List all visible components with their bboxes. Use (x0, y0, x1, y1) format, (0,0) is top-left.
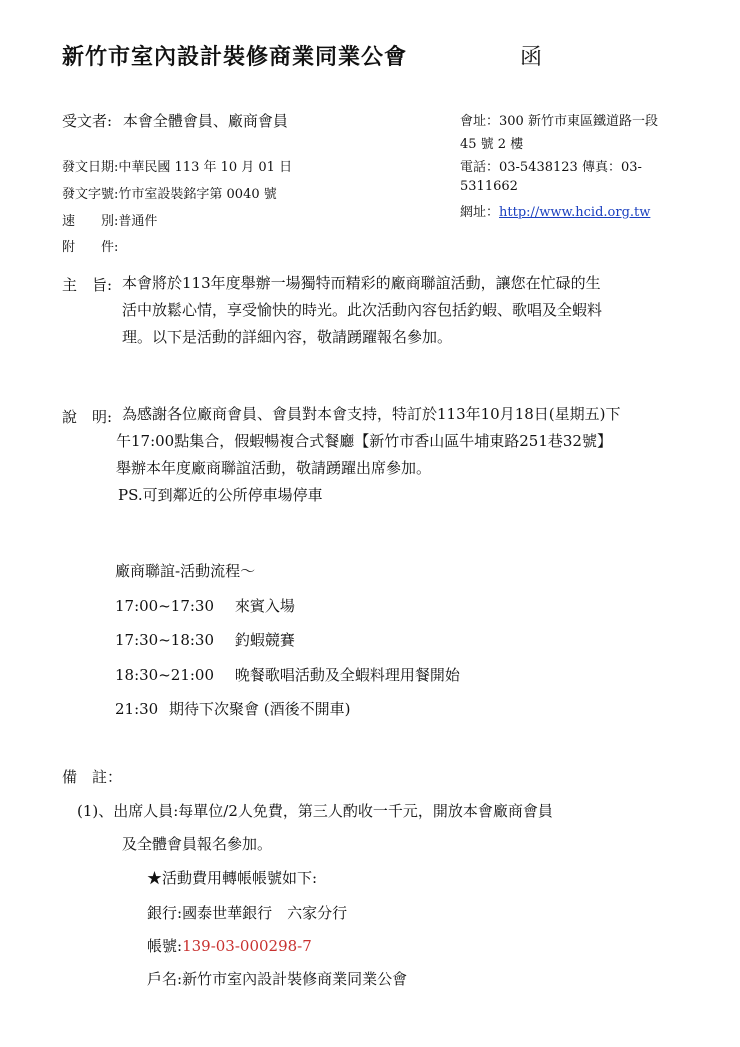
schedule-desc: 晚餐歌唱活動及全蝦料理用餐開始 (234, 666, 460, 684)
phone-line-2: 5311662 (460, 179, 518, 194)
speed-row (62, 210, 157, 229)
subject-line: 理。以下是活動的詳細內容，敬請踴躍報名參加。 (122, 328, 453, 346)
recipient-value: 本會全體會員、廠商會員 (122, 112, 288, 130)
account-label: 帳號: (147, 937, 183, 955)
address-line-2: 45 號 2 樓 (460, 137, 524, 152)
bank-value: 國泰世華銀行 六家分行 (182, 904, 348, 922)
speed-value: 普通件 (118, 214, 158, 229)
recipient-label: 受文者: (62, 112, 113, 130)
website-label: 網址： (460, 205, 500, 220)
holder-row (147, 968, 407, 989)
schedule-item (115, 595, 295, 616)
transfer-heading: ★活動費用轉帳帳號如下: (147, 869, 318, 887)
date-value: 中華民國 113 年 10 月 01 日 (118, 160, 293, 175)
schedule-time: 21:30 (115, 700, 159, 718)
account-row (147, 935, 312, 956)
subject-line: 活中放鬆心情，享受愉快的時光。此次活動內容包括釣蝦、歌唱及全蝦料 (122, 301, 603, 319)
explanation-line: 午17:00點集合，假蝦暢複合式餐廳【新竹市香山區牛埔東路251巷32號】 (116, 432, 612, 450)
schedule-item (115, 698, 351, 719)
remarks-item-1-cont: 及全體會員報名參加。 (122, 835, 273, 853)
schedule-time: 17:00~17:30 (115, 597, 215, 615)
ref-label: 發文字號: (62, 187, 119, 202)
explanation-line: 舉辦本年度廠商聯誼活動，敬請踴躍出席參加。 (116, 459, 432, 477)
explanation-line: 為感謝各位廠商會員、會員對本會支持，特訂於113年10月18日(星期五)下 (122, 405, 621, 423)
schedule-time: 17:30~18:30 (115, 631, 215, 649)
remarks-item-1: (1)、出席人員:每單位/2人免費，第三人酌收一千元，開放本會廠商會員 (77, 802, 553, 820)
schedule-desc: 期待下次聚會 (酒後不開車) (169, 700, 351, 718)
document-title: 新竹市室內設計裝修商業同業公會 (62, 45, 408, 70)
account-number: 139-03-000298-7 (182, 937, 312, 955)
recipient-row (62, 110, 288, 131)
document-type: 函 (520, 45, 543, 70)
ref-value: 竹市室設裝銘字第 0040 號 (118, 187, 277, 202)
holder-value: 新竹市室內設計裝修商業同業公會 (182, 970, 408, 988)
holder-label: 戶名: (147, 970, 183, 988)
date-label: 發文日期: (62, 160, 119, 175)
subject-line: 本會將於113年度舉辦一場獨特而精彩的廠商聯誼活動，讓您在忙碌的生 (122, 274, 601, 292)
schedule-time: 18:30~21:00 (115, 666, 215, 684)
bank-label: 銀行: (147, 904, 183, 922)
schedule-desc: 來賓入場 (234, 597, 295, 615)
explanation-note: PS.可到鄰近的公所停車場停車 (118, 486, 323, 504)
attach-row (62, 236, 118, 255)
phone-line-1: 電話：03-5438123 傳真：03- (460, 160, 642, 175)
subject-body (122, 270, 602, 351)
date-row (62, 156, 292, 175)
schedule-heading: 廠商聯誼-活動流程～ (115, 562, 256, 580)
subject-label: 主 旨: (62, 276, 113, 294)
speed-label: 速 別: (62, 214, 119, 229)
explanation-label: 說 明: (62, 408, 113, 426)
ref-row (62, 183, 277, 202)
schedule-desc: 釣蝦競賽 (234, 631, 295, 649)
bank-row (147, 902, 347, 923)
address-line-1: 會址：300 新竹市東區鐵道路一段 (460, 114, 658, 129)
remarks-label: 備 註： (62, 768, 123, 786)
schedule-item (115, 629, 295, 650)
schedule-item (115, 664, 460, 685)
explanation-body (116, 401, 621, 509)
attach-label: 附 件: (62, 240, 119, 255)
website-row (460, 201, 650, 220)
website-link[interactable]: http://www.hcid.org.tw (499, 205, 651, 220)
